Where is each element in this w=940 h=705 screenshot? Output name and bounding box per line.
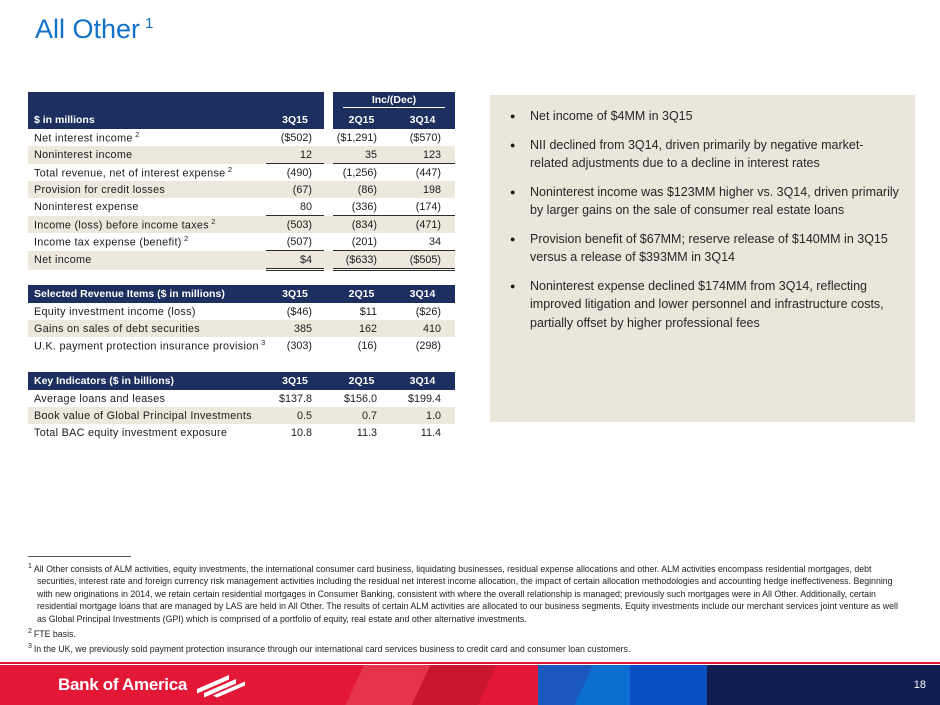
- cell-value: (174): [390, 198, 455, 216]
- cell-value: (834): [351, 218, 377, 231]
- header-row: [28, 110, 455, 129]
- row-label: Noninterest income: [34, 148, 133, 161]
- footer-accent-line: [0, 662, 940, 664]
- column-header: 3Q15: [266, 285, 324, 303]
- row-label: Provision for credit losses: [34, 183, 166, 196]
- column-header: 3Q14: [390, 110, 455, 129]
- brand-logo-text: Bank of America: [58, 675, 188, 694]
- income-statement-table: [28, 92, 455, 271]
- footer-blue-segment-1: [538, 665, 630, 705]
- row-label: Net income: [34, 254, 92, 266]
- cell-value: (490): [286, 166, 312, 179]
- cell-value: 198: [422, 183, 441, 196]
- footer-navy-segment: [707, 665, 940, 705]
- header-row: [28, 372, 455, 390]
- cell-value: $156.0: [343, 392, 377, 405]
- column-header: 3Q15: [266, 110, 324, 129]
- selected-revenue-table: [28, 285, 455, 354]
- row-label: Noninterest expense: [34, 200, 139, 213]
- cell-value: 1.0: [425, 409, 441, 422]
- table-row: [28, 303, 455, 320]
- cell-value: ($1,291): [336, 131, 377, 144]
- column-header: 2Q15: [333, 372, 390, 390]
- column-header: Selected Revenue Items ($ in millions): [28, 285, 266, 303]
- key-indicators-table: [28, 372, 455, 441]
- cell-value: 410: [422, 322, 441, 335]
- cell-value: (86): [357, 183, 377, 196]
- row-label: Total BAC equity investment exposure: [34, 426, 228, 439]
- income-statement-table: [28, 92, 455, 271]
- footnote: $^2$ FTE basis.: [28, 627, 76, 639]
- footnote: $^1$ All Other consists of ALM activities, equity investments, the international consumer card business, liquidating businesses, residual expense allocations and other. ALM activities encompass residential mortgages, debt securities, interest rate and foreign currency risk management activities including the residual net interest income allocation, the impact of certain allocation methodologies and accounting hedge ineffectiveness. Beginning with new originations in 2014, we retain certain residential mortgages in Consumer Banking, consistent with where the overall relationship is managed; previously such mortgages were in All Other. Additionally, certain residential mortgage loans that are managed by LAS are held in All Other. The results of certain ALM activities are allocated to our business segments. Equity investments include our merchant services joint venture as well as Global Principal Investments (GPI) which is comprised of a portfolio of equity, real estate and other alternative investments.: [28, 563, 898, 624]
- cell-value: ($570): [409, 131, 441, 144]
- cell-value: 162: [358, 322, 377, 335]
- bank-flag-icon: [195, 672, 247, 698]
- table-row: [28, 164, 455, 182]
- header-row: [28, 285, 455, 303]
- cell-value: (336): [333, 198, 390, 216]
- cell-value: 0.5: [296, 409, 312, 422]
- table-row: [28, 146, 455, 164]
- cell-value: (503): [286, 218, 312, 231]
- bullet-item: ● NII declined from 3Q14, driven primarily by negative market-related adjustments due to a decline in interest rates: [508, 136, 901, 173]
- row-label: Gains on sales of debt securities: [34, 322, 200, 335]
- group-header-row: [28, 92, 455, 110]
- cell-value: 12: [266, 146, 324, 164]
- selected-revenue-table: [28, 285, 455, 354]
- footnote-divider: [28, 556, 131, 557]
- page-title: [35, 14, 153, 45]
- cell-value: (201): [333, 233, 390, 251]
- table-row: [28, 233, 455, 251]
- brand-logo: [58, 665, 247, 705]
- table-row: [28, 129, 455, 146]
- row-label: Total revenue, net of interest expense $^2$: [34, 164, 233, 180]
- page-title-footnote-ref: 1: [145, 15, 154, 32]
- column-header: $ in millions: [28, 110, 266, 129]
- cell-value: (298): [415, 339, 441, 352]
- cell-value: (303): [286, 339, 312, 352]
- table-row: [28, 337, 455, 354]
- bullet-item: ● Provision benefit of $67MM; reserve release of $140MM in 3Q15 versus a release of $393MM in 3Q14: [508, 230, 901, 267]
- key-indicators-table: [28, 372, 455, 441]
- row-label: Book value of Global Principal Investments: [34, 409, 252, 422]
- cell-value: (16): [357, 339, 377, 352]
- cell-value: (1,256): [342, 166, 377, 179]
- cell-value: 35: [333, 146, 390, 164]
- commentary-panel: [490, 95, 915, 422]
- row-label: U.K. payment protection insurance provision $^3$: [34, 338, 266, 353]
- cell-value: (471): [415, 218, 441, 231]
- cell-value: (67): [292, 183, 312, 196]
- commentary-bullets: [490, 95, 915, 332]
- cell-value: ($505): [390, 251, 455, 270]
- column-header: 2Q15: [333, 110, 390, 129]
- bullet-item: ● Noninterest expense declined $174MM from 3Q14, reflecting improved litigation and lower personnel and infrastructure costs, partially offset by higher professional fees: [508, 277, 901, 333]
- cell-value: 34: [390, 233, 455, 251]
- cell-value: $11: [359, 305, 377, 318]
- footer: [0, 665, 940, 705]
- column-header: 3Q14: [390, 285, 455, 303]
- page-number: 18: [913, 679, 926, 691]
- row-label: Average loans and leases: [34, 392, 166, 405]
- bullet-item: ● Net income of $4MM in 3Q15: [508, 107, 901, 126]
- cell-value: ($46): [286, 305, 312, 318]
- column-header: 3Q15: [266, 372, 324, 390]
- group-header-label: Inc/(Dec): [343, 94, 445, 108]
- cell-value: $199.4: [407, 392, 441, 405]
- footnotes: [28, 561, 900, 657]
- row-label: Equity investment income (loss): [34, 305, 196, 318]
- cell-value: $137.8: [278, 392, 312, 405]
- cell-value: (447): [415, 166, 441, 179]
- cell-value: 0.7: [361, 409, 377, 422]
- bullet-item: ● Noninterest income was $123MM higher vs. 3Q14, driven primarily by larger gains on the sale of consumer real estate loans: [508, 183, 901, 220]
- cell-value: $4: [266, 251, 324, 270]
- footer-blue-segment-2: [630, 665, 707, 705]
- cell-value: 10.8: [290, 426, 312, 439]
- page-title-text: All Other: [35, 14, 141, 44]
- table-row: [28, 198, 455, 216]
- footer-red-segment: [0, 665, 538, 705]
- cell-value: 11.4: [420, 426, 441, 439]
- cell-value: 385: [293, 322, 312, 335]
- cell-value: 80: [266, 198, 324, 216]
- row-label: Income tax expense (benefit) $^2$: [34, 234, 189, 250]
- row-label: Income (loss) before income taxes $^2$: [34, 216, 216, 232]
- cell-value: 123: [390, 146, 455, 164]
- column-header: 2Q15: [333, 285, 390, 303]
- footnote: $^3$ In the UK, we previously sold payment protection insurance through our international card services business to credit card and consumer loan customers.: [28, 643, 631, 655]
- cell-value: ($26): [415, 305, 441, 318]
- table-row: [28, 251, 455, 270]
- cell-value: 11.3: [356, 426, 377, 439]
- cell-value: (507): [266, 233, 324, 251]
- row-label: Net interest income $^2$: [34, 130, 140, 145]
- table-row: [28, 407, 455, 424]
- cell-value: ($502): [280, 131, 312, 144]
- table-row: [28, 216, 455, 234]
- table-row: [28, 424, 455, 441]
- table-row: [28, 390, 455, 407]
- column-header: 3Q14: [390, 372, 455, 390]
- table-row: [28, 181, 455, 198]
- table-row: [28, 320, 455, 337]
- column-header: Key Indicators ($ in billions): [28, 372, 266, 390]
- cell-value: ($633): [333, 251, 390, 270]
